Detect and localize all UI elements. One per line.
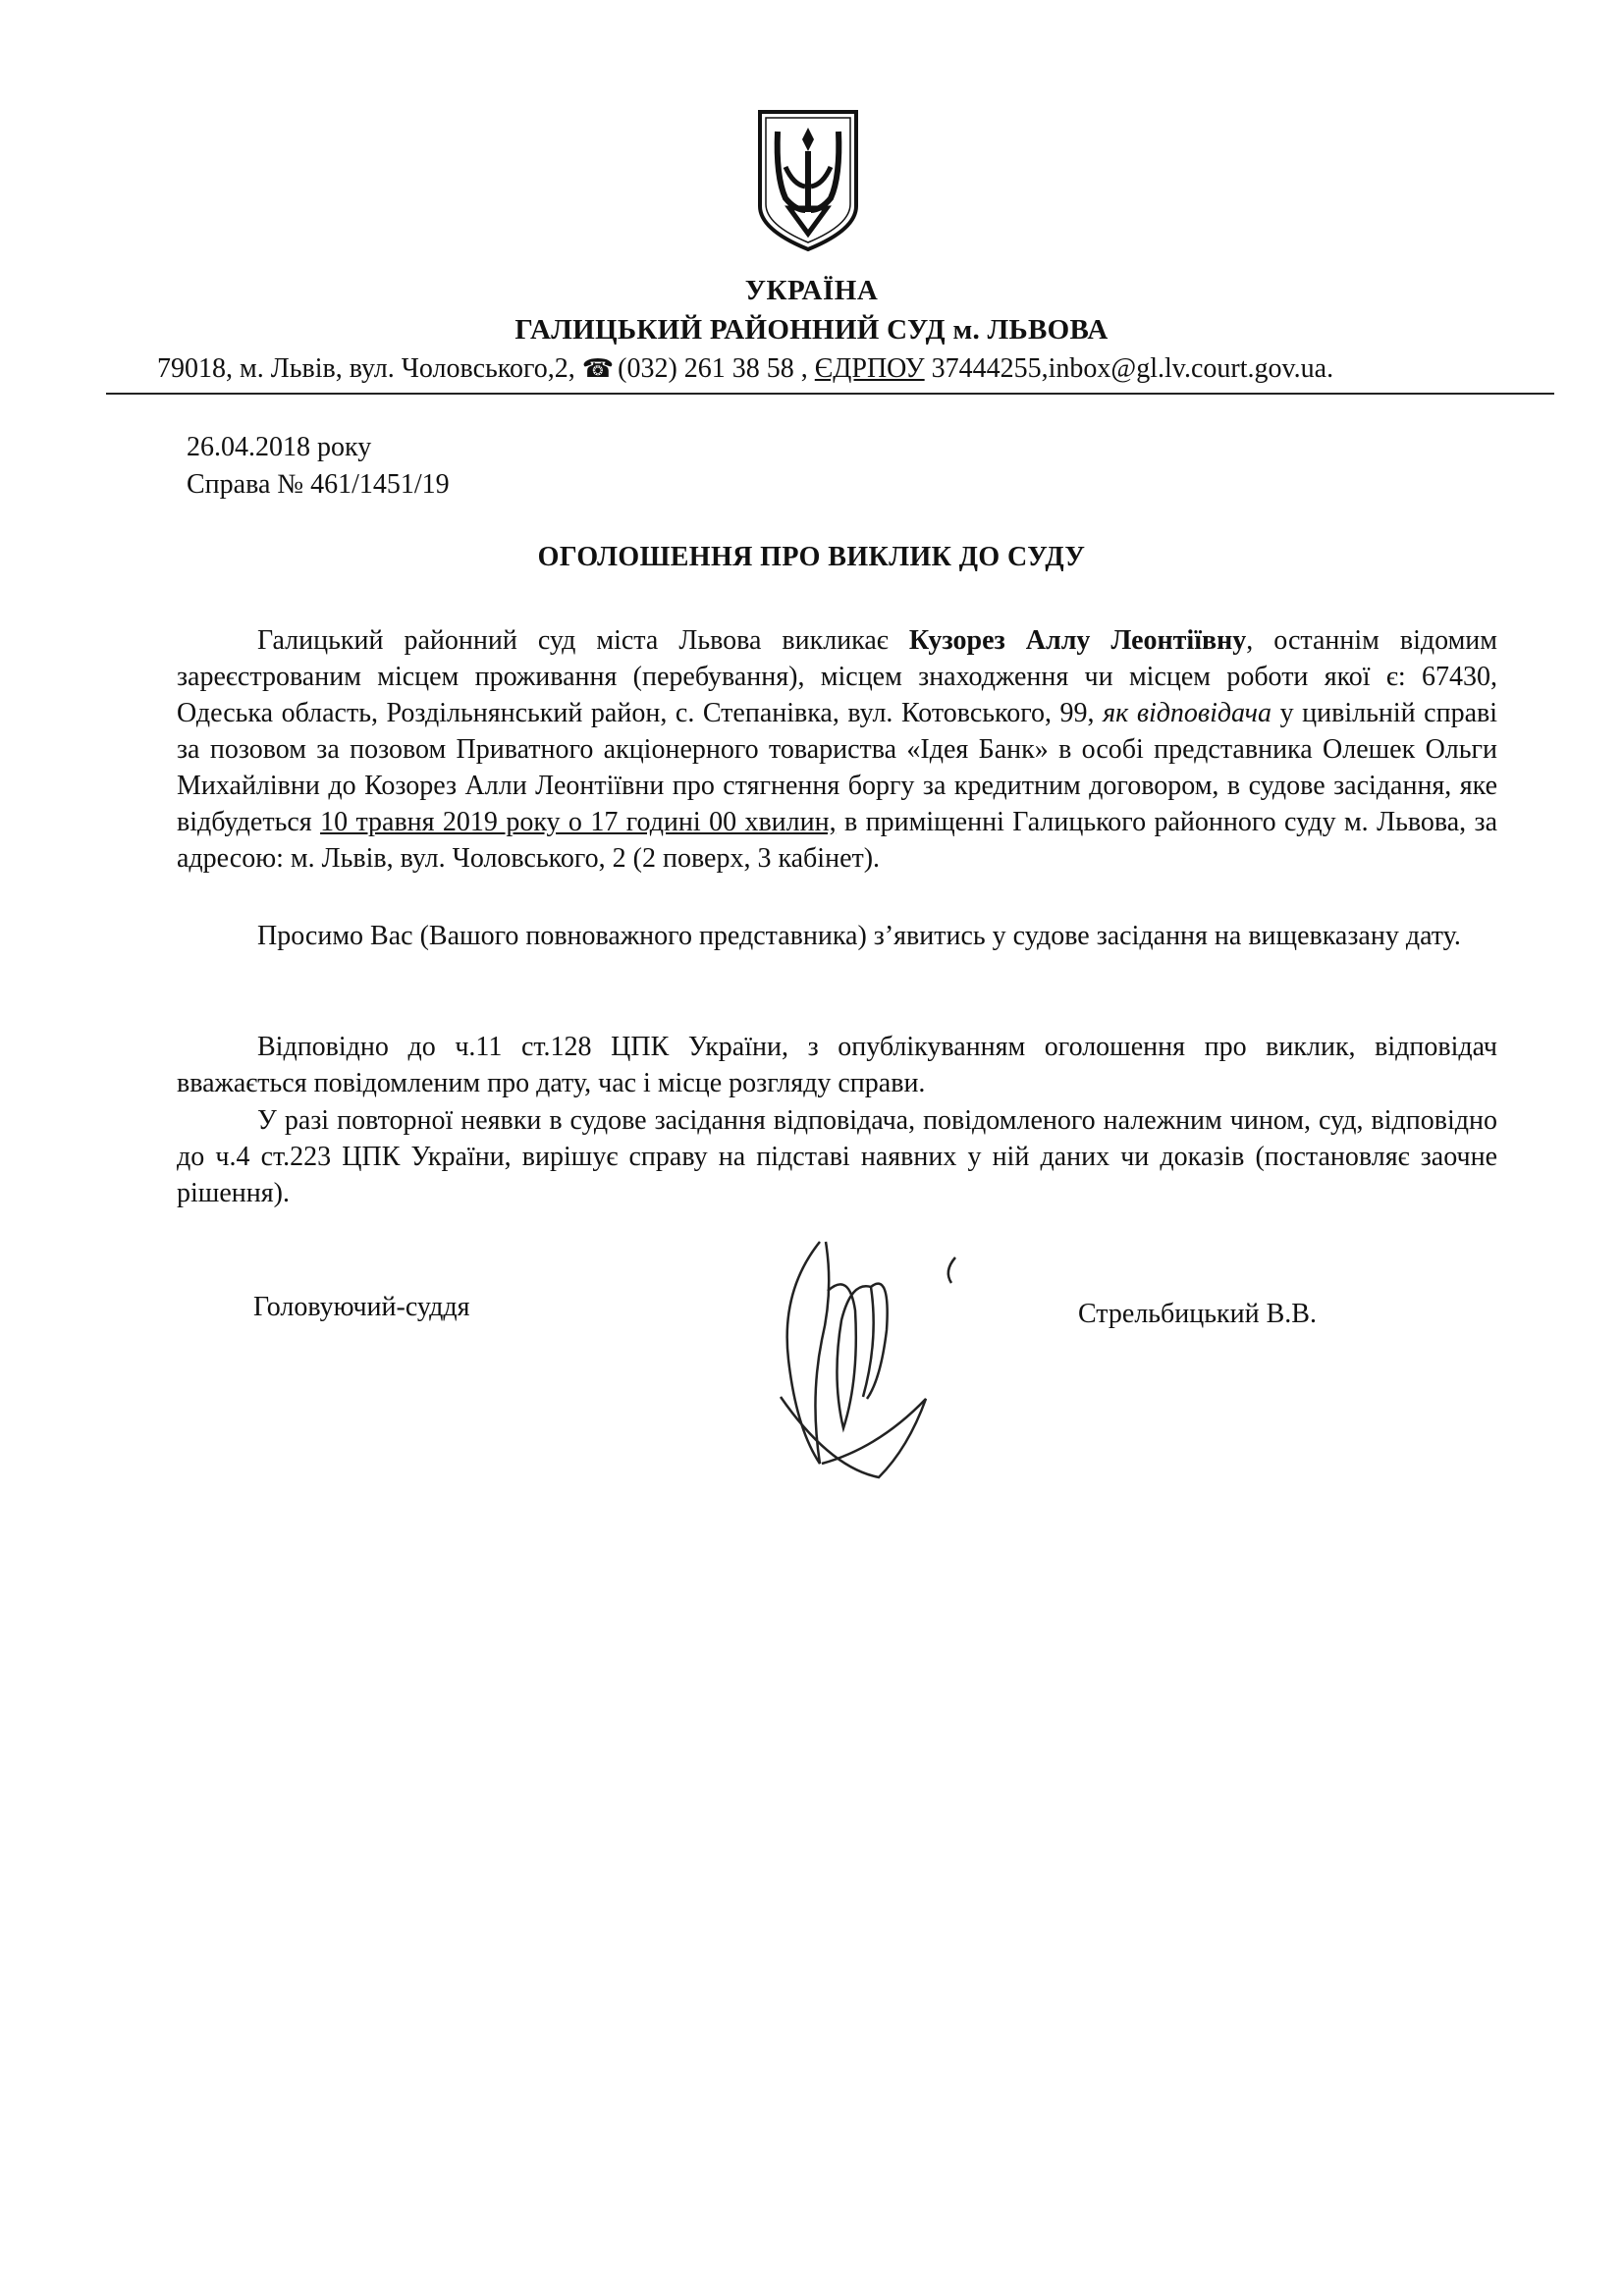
appearance-request-paragraph: Просимо Вас (Вашого повноважного представника) з’явитись у судове засідання на вищевказану дату. <box>257 921 1461 951</box>
court-name-heading: ГАЛИЦЬКИЙ РАЙОННИЙ СУД м. ЛЬВОВА <box>514 314 1109 346</box>
phone-number: (032) 261 38 58 , <box>618 353 808 384</box>
telephone-icon: ☎ <box>581 354 615 383</box>
edrpou-and-email: 37444255,inbox@gl.lv.court.gov.ua. <box>931 353 1334 384</box>
case-number: Справа № 461/1451/19 <box>187 469 450 500</box>
summons-paragraph <box>177 622 1497 877</box>
summons-text-4: в приміщенні Галицького районного суду м. Львова, за адресою: м. Львів, вул. Чоловського, 2 (2 поверх, 3 кабінет). <box>177 807 1498 874</box>
handwritten-signature <box>761 1232 997 1487</box>
defendant-name: Кузорез Аллу Леонтіївну <box>908 625 1247 656</box>
summons-text-1: Галицький районний суд міста Львова викликає <box>257 625 889 656</box>
hearing-datetime: 10 травня 2019 року о 17 годині 00 хвилин, <box>320 807 837 837</box>
edrpou-label: ЄДРПОУ <box>814 353 925 384</box>
document-date: 26.04.2018 року <box>187 432 372 462</box>
trident-coat-of-arms-icon <box>756 108 860 253</box>
header-divider <box>106 393 1554 395</box>
summons-text-3: у цивільній справі за позовом за позовом Приватного акціонерного товариства «Ідея Банк» в особі представника Олешек Ольги Михайлівни до Козорез Алли Леонтіївни про стягнення боргу за кредитним договором, в судове засідання, яке відбудеться <box>177 698 1498 837</box>
default-judgment-paragraph: У разі повторної неявки в судове засідання відповідача, повідомленого належним чином, суд, відповідно до ч.4 ст.223 ЦПК України, вирішує справу на підставі наявних у ній даних чи доказів (постановляє заочне рішення). <box>177 1105 1497 1208</box>
judge-name: Стрельбицький В.В. <box>1078 1299 1317 1329</box>
legal-notice-paragraph: Відповідно до ч.11 ст.128 ЦПК України, з опублікуванням оголошення про виклик, відповідач вважається повідомленим про дату, час і місце розгляду справи. <box>177 1032 1497 1098</box>
country-heading: УКРАЇНА <box>744 275 879 306</box>
court-address-line <box>157 353 1333 385</box>
judge-position: Головуючий-суддя <box>253 1292 470 1322</box>
notice-title: ОГОЛОШЕННЯ ПРО ВИКЛИК ДО СУДУ <box>537 542 1086 572</box>
defendant-role: як відповідача <box>1103 698 1272 728</box>
summons-text-2: , останнім відомим зареєстрованим місцем проживання (перебування), місцем знаходження чи місцем роботи якої є: 67430, Одеська область, Роздільнянський район, с. Степанівка, вул. Котовського, 99, <box>177 625 1498 728</box>
street-address: 79018, м. Львів, вул. Чоловського,2, <box>157 353 575 384</box>
